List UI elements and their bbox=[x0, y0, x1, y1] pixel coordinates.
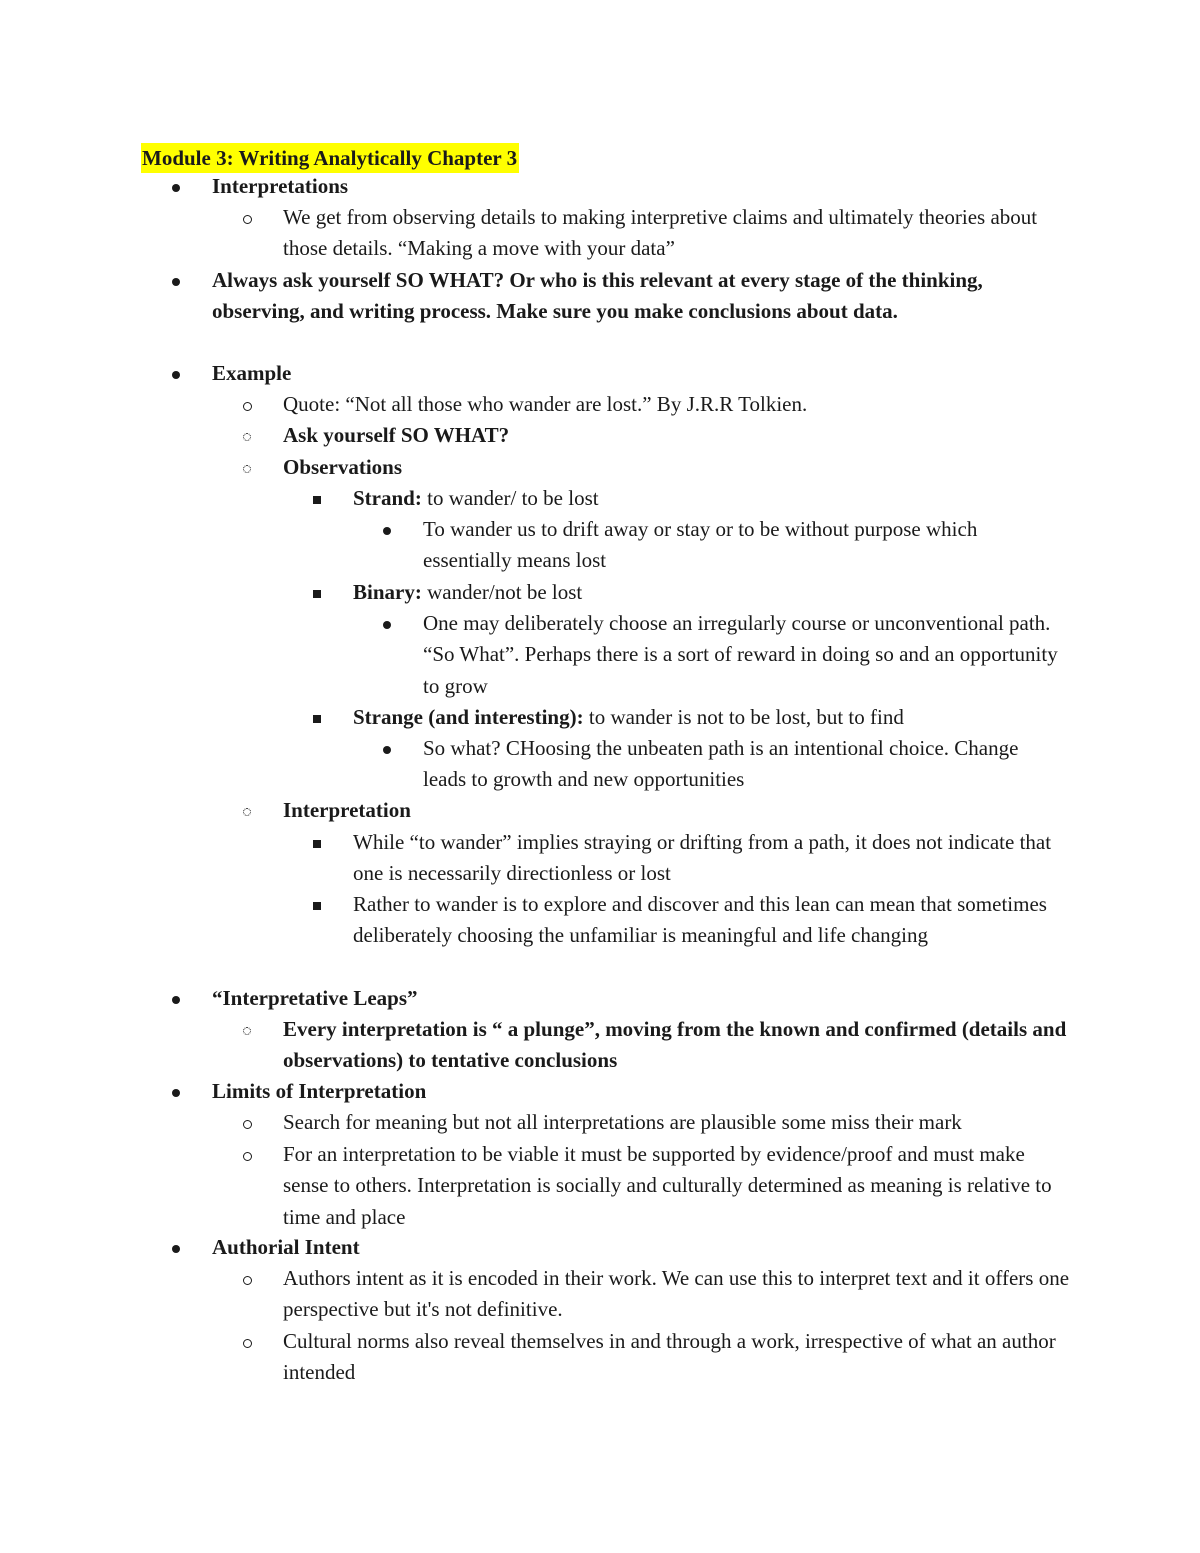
square-bullet-icon bbox=[313, 902, 321, 910]
bullet-icon bbox=[172, 996, 180, 1004]
list-item: Strand: to wander/ to be lost bbox=[353, 483, 1063, 514]
list-item: Search for meaning but not all interpretations are plausible some miss their mark bbox=[283, 1107, 1073, 1138]
bullet-icon bbox=[172, 1245, 180, 1253]
list-item: “Interpretative Leaps” bbox=[212, 983, 1072, 1014]
list-item: For an interpretation to be viable it must be supported by evidence/proof and must make sense to others. Interpretation is socially and culturally determined as meaning is relative to time and place bbox=[283, 1139, 1073, 1233]
bullet-icon bbox=[383, 621, 391, 629]
bullet-icon bbox=[172, 278, 180, 286]
list-item: Cultural norms also reveal themselves in and through a work, irrespective of what an author intended bbox=[283, 1326, 1073, 1389]
hollow-bullet-icon bbox=[243, 215, 252, 224]
list-item: We get from observing details to making interpretive claims and ultimately theories about those details. “Making a move with your data” bbox=[283, 202, 1073, 265]
list-item: Strange (and interesting): to wander is not to be lost, but to find bbox=[353, 702, 1063, 733]
square-bullet-icon bbox=[313, 715, 321, 723]
hollow-bullet-icon bbox=[243, 1276, 252, 1285]
page-title: Module 3: Writing Analytically Chapter 3 bbox=[141, 143, 519, 173]
list-item: Authorial Intent bbox=[212, 1232, 1072, 1263]
list-item: Ask yourself SO WHAT? bbox=[283, 420, 1073, 451]
bullet-icon bbox=[172, 184, 180, 192]
list-item: So what? CHoosing the unbeaten path is an intentional choice. Change leads to growth and new opportunities bbox=[423, 733, 1063, 796]
list-item: Rather to wander is to explore and discover and this lean can mean that sometimes deliberately choosing the unfamiliar is meaningful and life changing bbox=[353, 889, 1063, 952]
list-item: To wander us to drift away or stay or to be without purpose which essentially means lost bbox=[423, 514, 1063, 577]
hollow-bullet-icon bbox=[243, 402, 252, 411]
hollow-bullet-icon bbox=[243, 1152, 252, 1161]
list-item: Authors intent as it is encoded in their work. We can use this to interpret text and it offers one perspective but it's not definitive. bbox=[283, 1263, 1073, 1326]
hollow-bullet-icon bbox=[243, 1339, 252, 1348]
bullet-icon bbox=[383, 746, 391, 754]
hollow-bullet-icon bbox=[243, 1120, 252, 1129]
list-item: Always ask yourself SO WHAT? Or who is this relevant at every stage of the thinking, observing, and writing process. Make sure you make conclusions about data. bbox=[212, 265, 1072, 328]
list-item: Observations bbox=[283, 452, 1073, 483]
list-item: While “to wander” implies straying or drifting from a path, it does not indicate that one is necessarily directionless or lost bbox=[353, 827, 1063, 890]
square-bullet-icon bbox=[313, 840, 321, 848]
list-item: Interpretation bbox=[283, 795, 1073, 826]
bullet-icon bbox=[383, 527, 391, 535]
dotted-bullet-icon bbox=[243, 1027, 251, 1035]
list-item: One may deliberately choose an irregularly course or unconventional path. “So What”. Perhaps there is a sort of reward in doing so and an opportunity to grow bbox=[423, 608, 1063, 702]
list-item: Limits of Interpretation bbox=[212, 1076, 1072, 1107]
list-item: Interpretations bbox=[212, 171, 1072, 202]
bullet-icon bbox=[172, 371, 180, 379]
square-bullet-icon bbox=[313, 590, 321, 598]
bullet-icon bbox=[172, 1089, 180, 1097]
dotted-bullet-icon bbox=[243, 433, 251, 441]
list-item: Quote: “Not all those who wander are lost.” By J.R.R Tolkien. bbox=[283, 389, 1073, 420]
list-item: Example bbox=[212, 358, 1072, 389]
square-bullet-icon bbox=[313, 496, 321, 504]
list-item: Binary: wander/not be lost bbox=[353, 577, 1063, 608]
list-item: Every interpretation is “ a plunge”, moving from the known and confirmed (details and observations) to tentative conclusions bbox=[283, 1014, 1073, 1077]
dotted-bullet-icon bbox=[243, 465, 251, 473]
dotted-bullet-icon bbox=[243, 808, 251, 816]
